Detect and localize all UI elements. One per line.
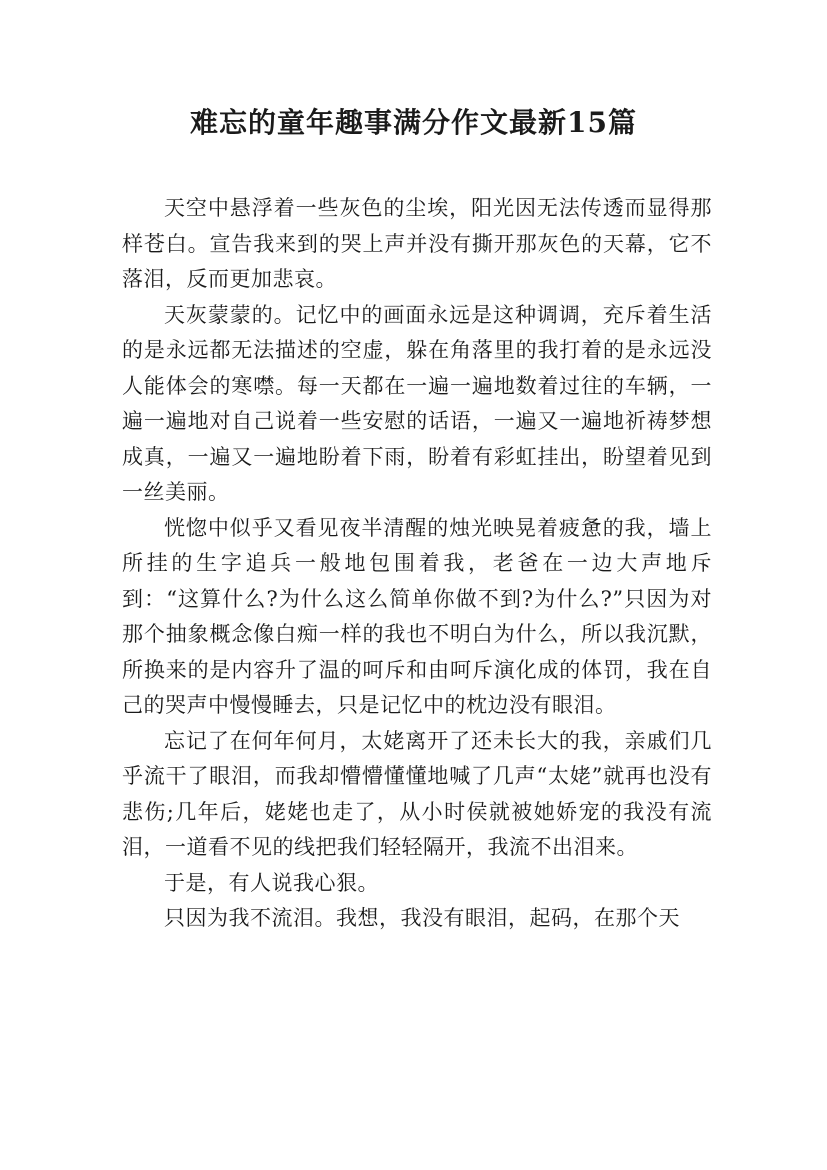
paragraph: 忘记了在何年何月，太姥离开了还未长大的我，亲戚们几乎流干了眼泪，而我却懵懵懂懂地喊了几声“太姥”就再也没有悲伤;几年后，姥姥也走了，从小时侯就被她娇宠的我没有流泪，一道看不见的线把我们轻轻隔开，我流不出泪来。 xyxy=(122,728,712,859)
paragraph: 于是，有人说我心狠。 xyxy=(164,870,379,895)
paragraph: 天灰蒙蒙的。记忆中的画面永远是这种调调，充斥着生活的是永远都无法描述的空虚，躲在角落里的我打着的是永远没人能体会的寒噤。每一天都在一遍一遍地数着过往的车辆，一遍一遍地对自己说着一些安慰的话语，一遍又一遍地祈祷梦想成真，一遍又一遍地盼着下雨，盼着有彩虹挂出，盼望着见到一丝美丽。 xyxy=(122,302,712,504)
article-body xyxy=(122,191,712,937)
paragraph: 只因为我不流泪。我想，我没有眼泪，起码，在那个天 xyxy=(164,906,680,930)
paragraph: 天空中悬浮着一些灰色的尘埃，阳光因无法传透而显得那样苍白。宣告我来到的哭上声并没有撕开那灰色的天幕，它不落泪，反而更加悲哀。 xyxy=(122,196,712,291)
page-title: 难忘的童年趣事满分作文最新15篇 xyxy=(190,106,637,139)
paragraph: 恍惚中似乎又看见夜半清醒的烛光映晃着疲惫的我，墙上所挂的生字追兵一般地包围着我，老爸在一边大声地斥到：“这算什么?为什么这么简单你做不到?为什么?”只因为对那个抽象概念像白痴一样的我也不明白为什么，所以我沉默，所换来的是内容升了温的呵斥和由呵斥演化成的体罚，我在自己的哭声中慢慢睡去，只是记忆中的枕边没有眼泪。 xyxy=(122,515,712,717)
